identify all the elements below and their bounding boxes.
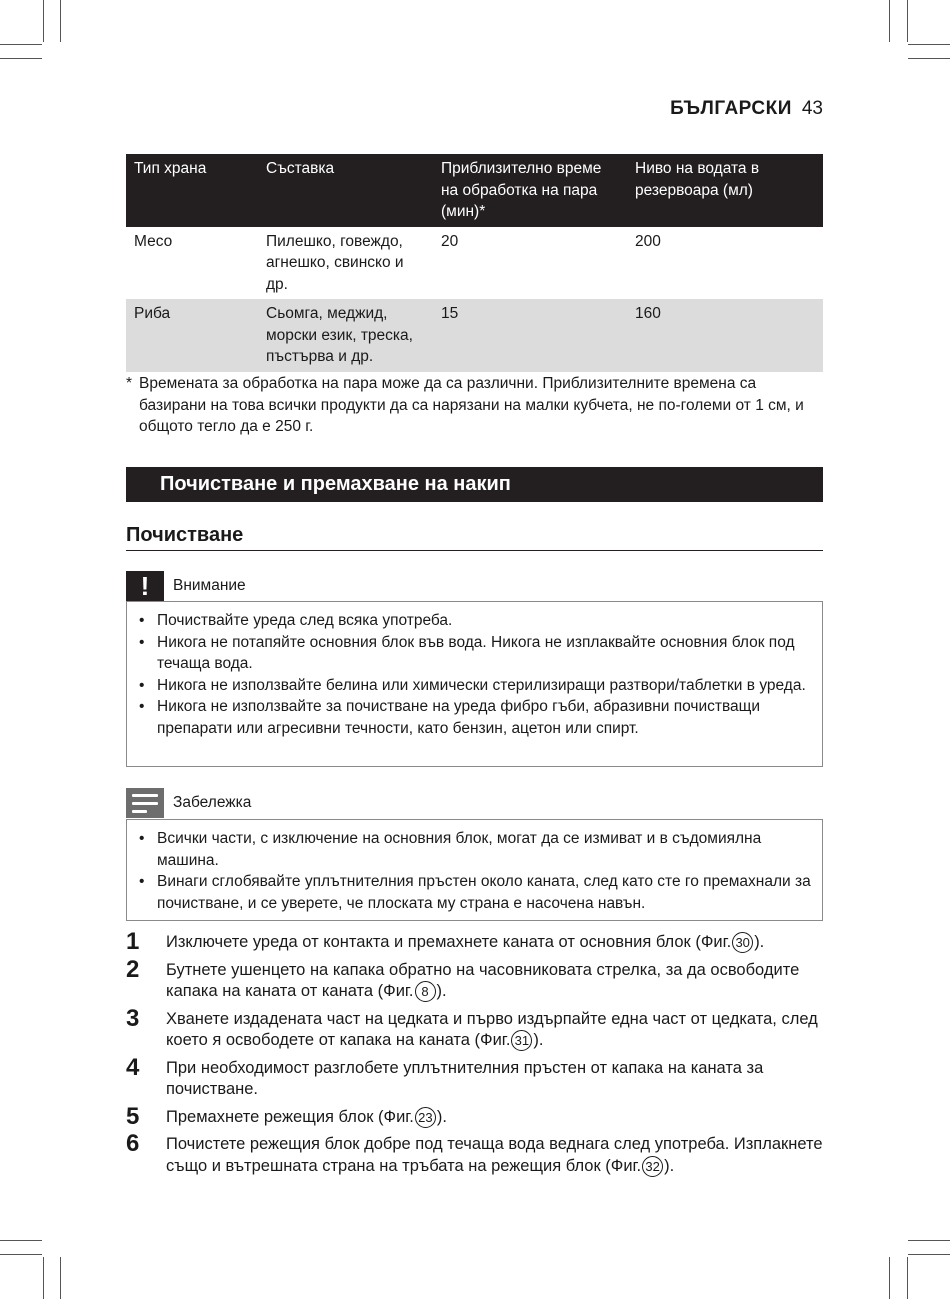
table-cell: Месо <box>134 232 173 250</box>
list-item: • Никога не потапяйте основния блок във вода. Никога не изплаквайте основния блок под течаща вода. <box>137 632 812 675</box>
table-header-cell: Ниво на водата в резервоара (мл) <box>627 154 823 227</box>
note-icon <box>126 788 164 818</box>
step-text: Изключете уреда от контакта и премахнете каната от основния блок (Фиг. <box>166 933 732 951</box>
crop-mark <box>907 1257 908 1299</box>
crop-mark <box>43 0 44 42</box>
crop-mark <box>908 44 950 45</box>
crop-mark <box>60 0 61 42</box>
page-header <box>126 98 823 120</box>
crop-mark <box>889 0 890 42</box>
crop-mark <box>43 1257 44 1299</box>
table-cell: Сьомга, меджид, морски език, треска, пъстърва и др. <box>258 299 433 372</box>
language-label: БЪЛГАРСКИ <box>670 98 792 119</box>
figure-reference: 30 <box>732 932 753 953</box>
footnote-text: Времената за обработка на пара може да са различни. Приблизителните времена са базирани на това всички продукти да са нарязани на малки кубчета, не по-големи от 1 см, и общото тегло да е 250 г. <box>139 375 804 435</box>
steaming-table <box>126 154 823 372</box>
table-header-cell: Тип храна <box>126 154 258 227</box>
footnote-marker: * <box>126 375 133 392</box>
figure-reference: 8 <box>415 981 436 1002</box>
step-number: 5 <box>126 1102 140 1130</box>
table-header-cell: Съставка <box>258 154 433 227</box>
step-number: 1 <box>126 928 140 955</box>
step-number: 2 <box>126 955 140 983</box>
crop-mark <box>889 1257 890 1299</box>
note-label-text: Забележка <box>173 794 252 811</box>
step-number: 6 <box>126 1130 140 1157</box>
list-item: • Винаги сглобявайте уплътнителния пръстен около каната, след като сте го премахнали за почистване, и се уверете, че плоската му страна е насочена навън. <box>137 871 812 914</box>
crop-mark <box>908 58 950 59</box>
page-number: 43 <box>801 98 823 119</box>
step-text-end: ). <box>436 1107 447 1126</box>
crop-mark <box>0 58 42 59</box>
list-item: • Почиствайте уреда след всяка употреба. <box>137 610 812 632</box>
subsection-title: Почистване <box>126 524 823 551</box>
crop-mark <box>0 1254 42 1255</box>
cleaning-steps <box>126 928 823 1183</box>
step-text: Бутнете ушенцето на капака обратно на часовниковата стрелка, за да освободите капака на каната от каната (Фиг. <box>166 960 800 1000</box>
table-cell: 20 <box>441 232 459 250</box>
table-footnote <box>126 373 823 438</box>
step-text-end: ). <box>436 982 447 1000</box>
crop-mark <box>0 44 42 45</box>
step-text: Хванете издадената част на цедката и първо издърпайте една част от цедката, след което я освободете от капака на каната (Фиг. <box>166 1009 818 1049</box>
step-text: Почистете режещия блок добре под течаща вода веднага след употреба. Изплакнете също и вътрешната страна на тръбата на режещия блок (Фиг. <box>166 1135 823 1175</box>
note-label <box>126 788 251 818</box>
step-text-end: ). <box>664 1156 675 1175</box>
step-text: При необходимост разглобете уплътнителния пръстен от капака на каната за почистване. <box>166 1058 764 1098</box>
table-row <box>126 227 823 300</box>
crop-mark <box>0 1240 42 1241</box>
caution-label-text: Внимание <box>173 577 246 594</box>
figure-reference: 31 <box>511 1030 532 1051</box>
step-item <box>126 1130 823 1177</box>
table-cell: 15 <box>433 299 627 372</box>
note-box <box>126 819 823 921</box>
step-item <box>126 928 823 955</box>
table-cell: Пилешко, говеждо, агнешко, свинско и др. <box>266 232 404 293</box>
table-header-cell: Приблизително време на обработка на пара (мин)* <box>433 154 627 227</box>
step-text: Премахнете режещия блок (Фиг. <box>166 1107 414 1126</box>
step-text-end: ). <box>533 1031 544 1049</box>
crop-mark <box>908 1240 950 1241</box>
step-text-end: ). <box>754 933 765 951</box>
table-cell: 160 <box>627 299 823 372</box>
step-item <box>126 1004 823 1052</box>
step-item <box>126 955 823 1003</box>
exclamation-icon: ! <box>126 571 164 601</box>
table-cell: Риба <box>126 299 258 372</box>
crop-mark <box>907 0 908 42</box>
crop-mark <box>60 1257 61 1299</box>
table-cell: 200 <box>635 232 661 250</box>
step-number: 4 <box>126 1053 140 1081</box>
table-row <box>126 299 823 372</box>
list-item: • Никога не използвайте белина или химически стерилизиращи разтвори/таблетки в уреда. <box>137 675 812 697</box>
caution-box <box>126 601 823 767</box>
figure-reference: 32 <box>642 1156 663 1177</box>
step-item <box>126 1102 823 1130</box>
list-item: • Никога не използвайте за почистване на уреда фибро гъби, абразивни почистващи препарати или агресивни течности, като бензин, ацетон или спирт. <box>137 696 812 739</box>
step-number: 3 <box>126 1004 140 1032</box>
caution-label <box>126 571 246 601</box>
list-item: • Всички части, с изключение на основния блок, могат да се измиват и в съдомиялна машина. <box>137 828 812 871</box>
table-header-row <box>126 154 823 227</box>
crop-mark <box>908 1254 950 1255</box>
step-item <box>126 1053 823 1101</box>
section-title: Почистване и премахване на накип <box>126 467 823 502</box>
figure-reference: 23 <box>415 1107 436 1128</box>
